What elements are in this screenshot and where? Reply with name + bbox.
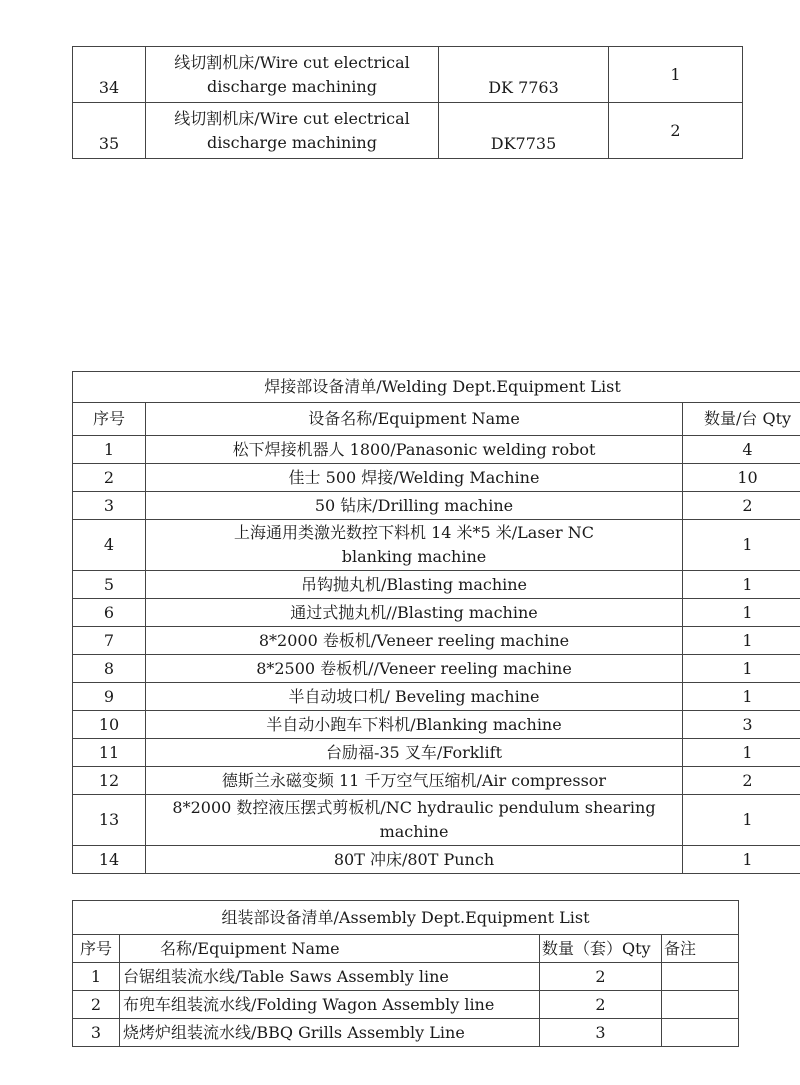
- equipment-qty: 2: [683, 492, 800, 520]
- row-number: 4: [73, 520, 146, 571]
- header-name: 设备名称/Equipment Name: [146, 403, 683, 436]
- table-row: [73, 571, 800, 599]
- assembly-equipment-table: [72, 900, 739, 1047]
- table-row: [73, 767, 800, 795]
- table-row: [73, 464, 800, 492]
- equipment-name: 8*2000 数控液压摆式剪板机/NC hydraulic pendulum shearing machine: [146, 795, 683, 846]
- table-row: [73, 520, 800, 571]
- equipment-name: 佳士 500 焊接/Welding Machine: [146, 464, 683, 492]
- header-name: 名称/Equipment Name: [120, 935, 540, 963]
- row-number: 1: [73, 436, 146, 464]
- equipment-name: 80T 冲床/80T Punch: [146, 846, 683, 874]
- equipment-name: 8*2500 卷板机//Veneer reeling machine: [146, 655, 683, 683]
- row-number: 2: [73, 991, 120, 1019]
- row-number: 3: [73, 1019, 120, 1047]
- row-number: 7: [73, 627, 146, 655]
- equipment-note: [662, 963, 739, 991]
- equipment-name: 线切割机床/Wire cut electrical discharge machining: [146, 47, 439, 103]
- equipment-qty: 1: [683, 655, 800, 683]
- equipment-qty: 1: [683, 739, 800, 767]
- equipment-name: 半自动坡口机/ Beveling machine: [146, 683, 683, 711]
- row-number: 2: [73, 464, 146, 492]
- row-number: 10: [73, 711, 146, 739]
- equipment-name: 50 钻床/Drilling machine: [146, 492, 683, 520]
- equipment-name: 台锯组装流水线/Table Saws Assembly line: [120, 963, 540, 991]
- equipment-name: 台励福-35 叉车/Forklift: [146, 739, 683, 767]
- header-no: 序号: [73, 403, 146, 436]
- table-header-row: [73, 403, 800, 436]
- header-no: 序号: [73, 935, 120, 963]
- equipment-model: DK7735: [439, 103, 609, 159]
- table-row: [73, 963, 739, 991]
- table-row: [73, 846, 800, 874]
- equipment-qty: 2: [540, 963, 662, 991]
- row-number: 3: [73, 492, 146, 520]
- assembly-table-title: 组装部设备清单/Assembly Dept.Equipment List: [73, 901, 739, 935]
- table-row: [73, 627, 800, 655]
- equipment-qty: 3: [683, 711, 800, 739]
- table-row: [73, 436, 800, 464]
- equipment-name: 通过式抛丸机//Blasting machine: [146, 599, 683, 627]
- equipment-name: 德斯兰永磁变频 11 千万空气压缩机/Air compressor: [146, 767, 683, 795]
- equipment-name: 松下焊接机器人 1800/Panasonic welding robot: [146, 436, 683, 464]
- row-number: 11: [73, 739, 146, 767]
- row-number: 6: [73, 599, 146, 627]
- header-note: 备注: [662, 935, 739, 963]
- equipment-model: DK 7763: [439, 47, 609, 103]
- welding-table-title: 焊接部设备清单/Welding Dept.Equipment List: [73, 372, 800, 403]
- equipment-name: 上海通用类激光数控下料机 14 米*5 米/Laser NC blanking machine: [146, 520, 683, 571]
- equipment-qty: 1: [683, 599, 800, 627]
- header-qty: 数量/台 Qty: [683, 403, 800, 436]
- table-row: [73, 683, 800, 711]
- equipment-note: [662, 991, 739, 1019]
- table-row: [73, 599, 800, 627]
- row-number: 14: [73, 846, 146, 874]
- table-row: [73, 47, 743, 103]
- header-qty: 数量（套）Qty: [540, 935, 662, 963]
- equipment-qty: 1: [683, 795, 800, 846]
- table-title-row: [73, 372, 800, 403]
- welding-equipment-table: [72, 371, 800, 874]
- table-row: [73, 1019, 739, 1047]
- wire-cut-equipment-table: [72, 46, 743, 159]
- equipment-qty: 2: [609, 103, 743, 159]
- equipment-qty: 2: [540, 991, 662, 1019]
- row-number: 8: [73, 655, 146, 683]
- table-row: [73, 655, 800, 683]
- equipment-name: 烧烤炉组装流水线/BBQ Grills Assembly Line: [120, 1019, 540, 1047]
- row-number: 13: [73, 795, 146, 846]
- row-number: 12: [73, 767, 146, 795]
- equipment-name: 8*2000 卷板机/Veneer reeling machine: [146, 627, 683, 655]
- table-row: [73, 739, 800, 767]
- row-number: 9: [73, 683, 146, 711]
- row-number: 35: [73, 103, 146, 159]
- row-number: 1: [73, 963, 120, 991]
- table-row: [73, 711, 800, 739]
- table-row: [73, 492, 800, 520]
- equipment-qty: 2: [683, 767, 800, 795]
- table-title-row: [73, 901, 739, 935]
- equipment-qty: 1: [683, 571, 800, 599]
- equipment-qty: 4: [683, 436, 800, 464]
- equipment-qty: 1: [683, 683, 800, 711]
- equipment-qty: 1: [609, 47, 743, 103]
- equipment-name: 半自动小跑车下料机/Blanking machine: [146, 711, 683, 739]
- equipment-qty: 10: [683, 464, 800, 492]
- table-row: [73, 103, 743, 159]
- row-number: 34: [73, 47, 146, 103]
- equipment-qty: 1: [683, 627, 800, 655]
- equipment-name: 布兜车组装流水线/Folding Wagon Assembly line: [120, 991, 540, 1019]
- equipment-qty: 1: [683, 520, 800, 571]
- equipment-qty: 1: [683, 846, 800, 874]
- equipment-note: [662, 1019, 739, 1047]
- equipment-name: 吊钩抛丸机/Blasting machine: [146, 571, 683, 599]
- table-row: [73, 991, 739, 1019]
- equipment-name: 线切割机床/Wire cut electrical discharge machining: [146, 103, 439, 159]
- row-number: 5: [73, 571, 146, 599]
- equipment-qty: 3: [540, 1019, 662, 1047]
- table-row: [73, 795, 800, 846]
- table-header-row: [73, 935, 739, 963]
